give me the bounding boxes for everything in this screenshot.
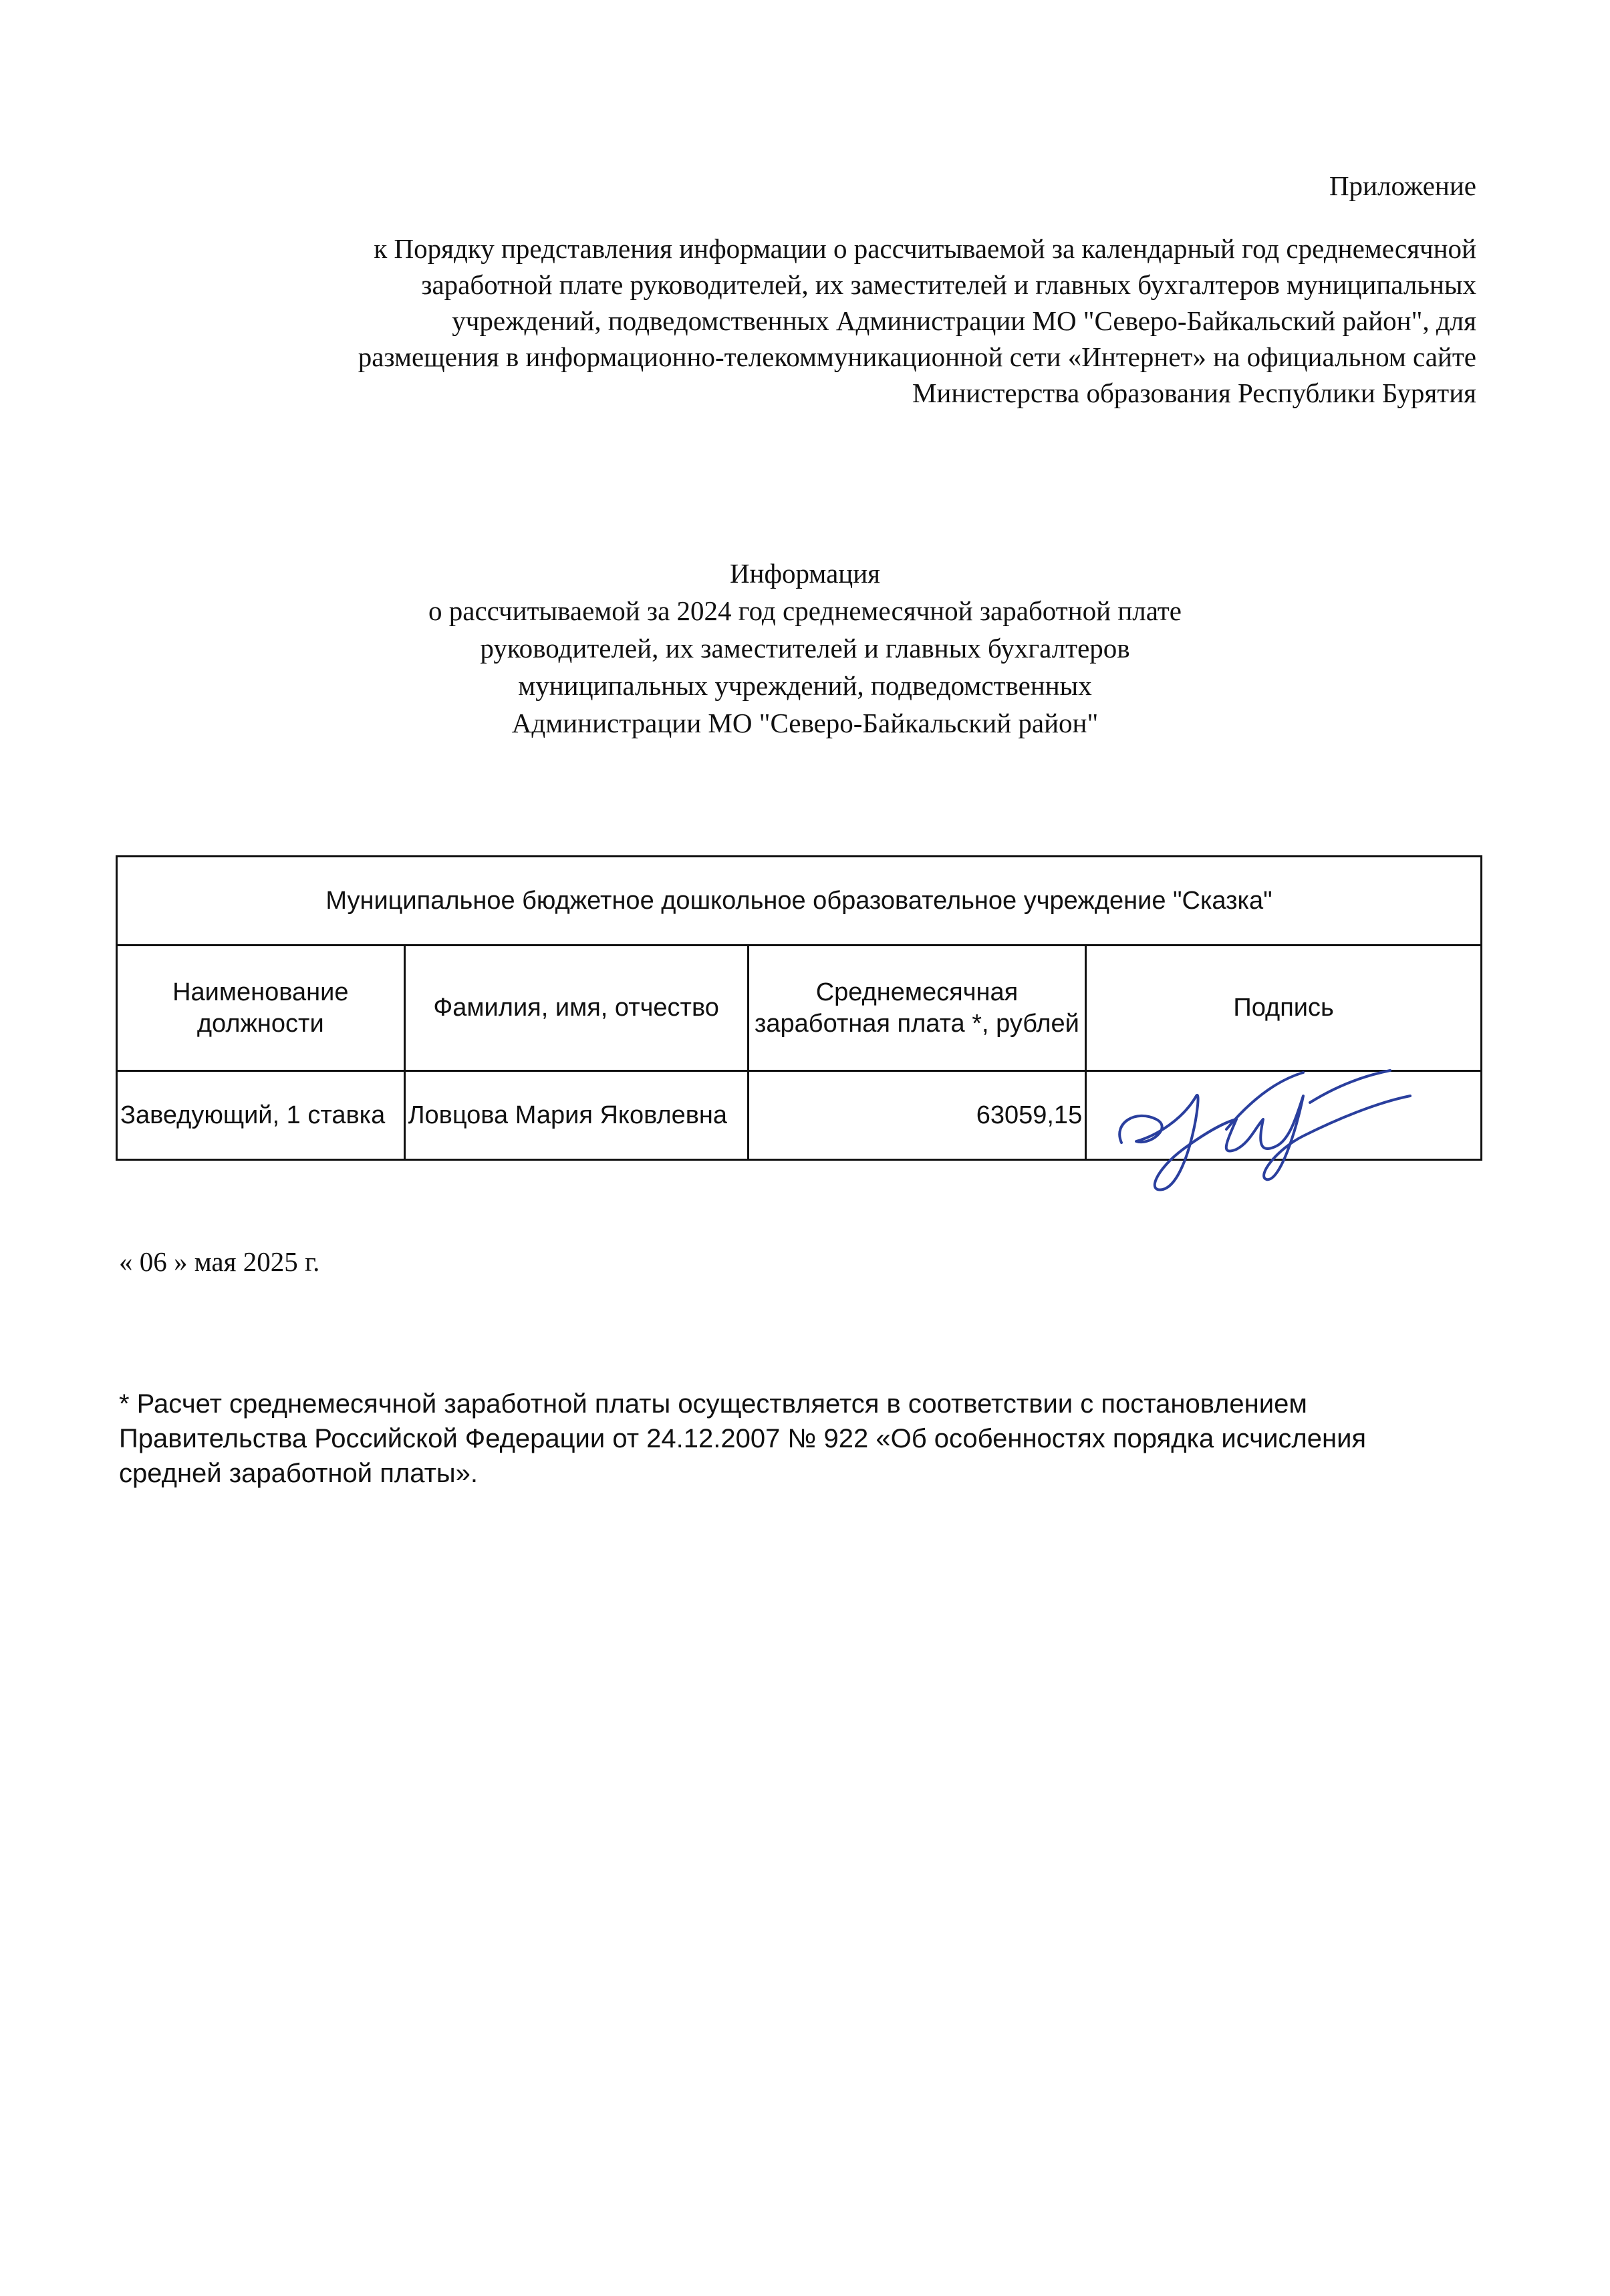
organization-name: Муниципальное бюджетное дошкольное образовательное учреждение "Сказка" <box>117 857 1482 946</box>
footnote-line: * Расчет среднемесячной заработной платы осуществляется в соответствии с постановлением <box>119 1389 1307 1419</box>
appendix-line: учреждений, подведомственных Администрации МО "Северо-Байкальский район", для <box>452 305 1476 336</box>
appendix-line: размещения в информационно-телекоммуникационной сети «Интернет» на официальном сайте <box>358 341 1476 372</box>
cell-position: Заведующий, 1 ставка <box>117 1071 405 1160</box>
footnote-line: Правительства Российской Федерации от 24.12.2007 № 922 «Об особенностях порядка исчисления <box>119 1424 1367 1453</box>
header-full-name: Фамилия, имя, отчество <box>404 946 748 1071</box>
footnote-line: средней заработной платы». <box>119 1459 479 1488</box>
header-salary: Среднемесячная заработная плата *, рублей <box>748 946 1086 1071</box>
title-line: Администрации МО "Северо-Байкальский район" <box>511 708 1099 738</box>
document-date: « 06 » мая 2025 г. <box>119 1246 320 1277</box>
cell-salary: 63059,15 <box>748 1071 1086 1160</box>
header-signature: Подпись <box>1086 946 1482 1071</box>
header-position: Наименование должности <box>117 946 405 1071</box>
footnote <box>119 1387 1496 1491</box>
appendix-line: заработной плате руководителей, их заместителей и главных бухгалтеров муниципальных <box>421 269 1476 300</box>
title-heading: Информация <box>729 558 881 589</box>
cell-full-name: Ловцова Мария Яковлевна <box>404 1071 748 1160</box>
title-line: муниципальных учреждений, подведомственных <box>518 670 1092 701</box>
handwritten-signature <box>1109 1056 1417 1196</box>
appendix-line: к Порядку представления информации о рассчитываемой за календарный год среднемесячной <box>374 233 1476 264</box>
title-line: о рассчитываемой за 2024 год среднемесячной заработной плате <box>428 595 1182 626</box>
document-title <box>0 555 1610 742</box>
appendix-description <box>73 231 1476 411</box>
header-row <box>117 946 1482 1071</box>
organization-row <box>117 857 1482 946</box>
appendix-label: Приложение <box>1329 170 1476 201</box>
appendix-line: Министерства образования Республики Бурятия <box>912 378 1476 408</box>
title-line: руководителей, их заместителей и главных бухгалтеров <box>480 633 1130 664</box>
